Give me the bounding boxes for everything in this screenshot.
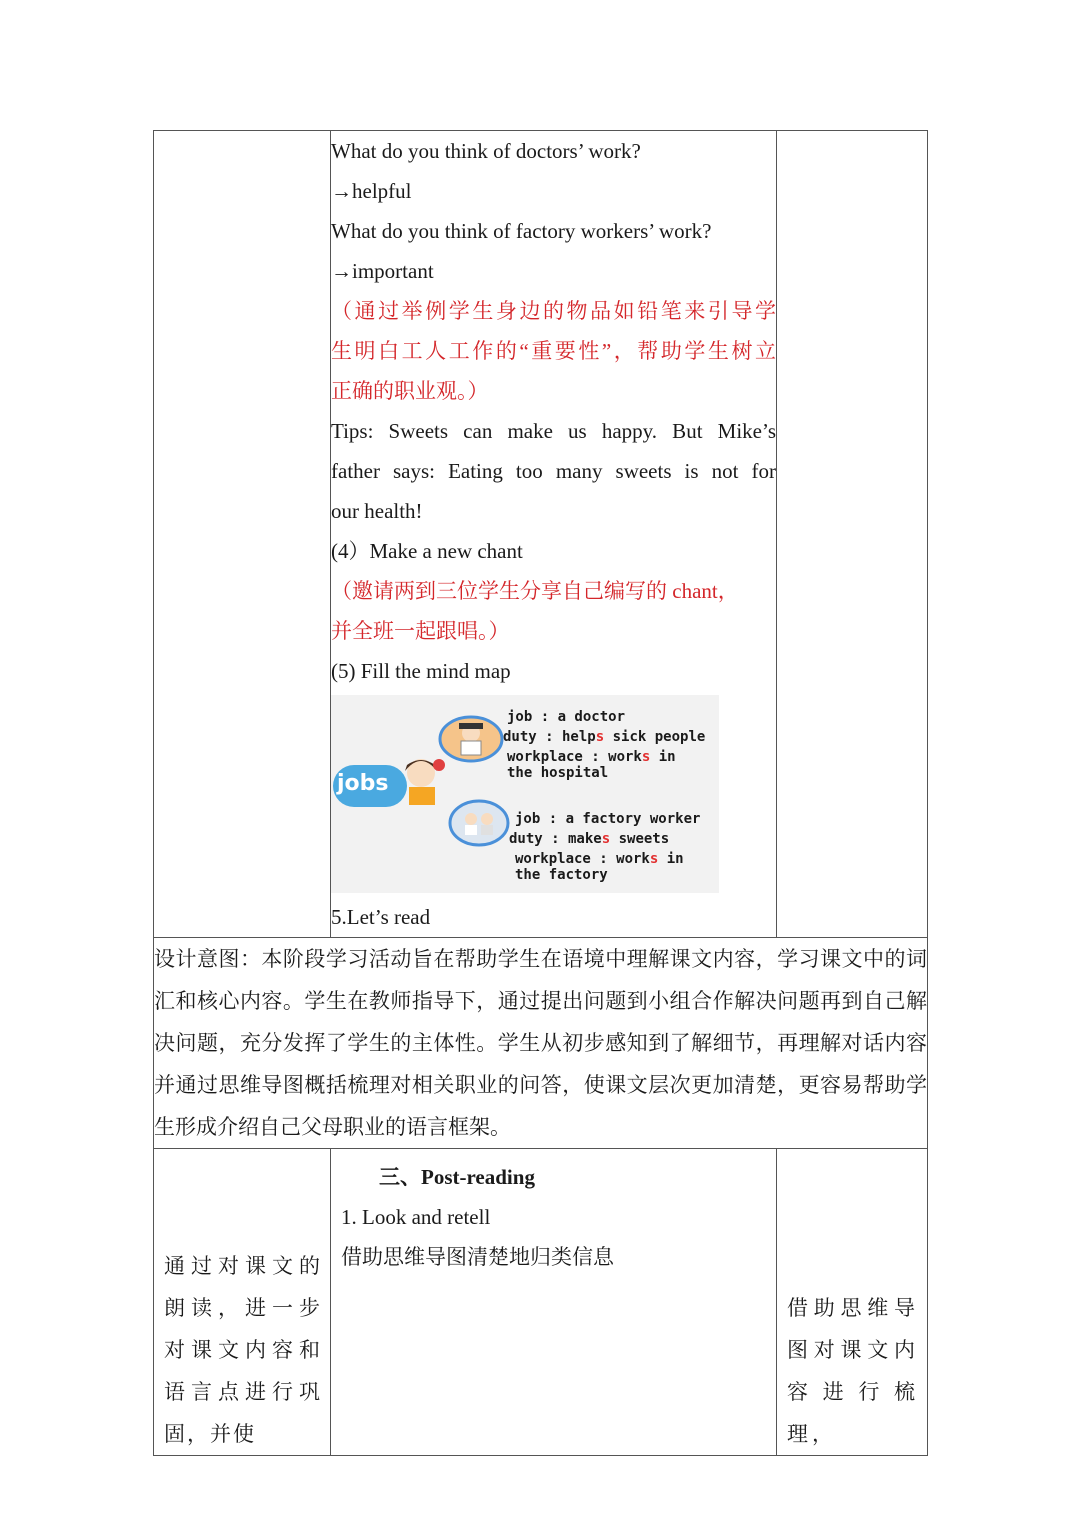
answer-helpful: →helpful: [331, 179, 412, 203]
step-5-heading: (5) Fill the mind map: [331, 659, 511, 683]
post-reading-heading: 三、Post-reading: [379, 1165, 535, 1189]
upper-row: [154, 131, 928, 938]
worker-workplace-s: s: [649, 851, 659, 867]
upper-left-cell: [154, 131, 331, 938]
design-intent-cell: 设计意图：本阶段学习活动旨在帮助学生在语境中理解课文内容，学习课文中的词汇和核心内容。学生在教师指导下，通过提出问题到小组合作解决问题再到自己解决问题，充分发挥了学生的主体性。学生从初步感知到了解细节，再理解对话内容并通过思维导图概括梳理对相关职业的问答，使课文层次更加清楚，更容易帮助学生形成介绍自己父母职业的语言框架。: [154, 938, 928, 1149]
doctor-job: job : a doctor: [507, 709, 626, 725]
teaching-note-1-line2: 生明白工人工作的“重要性”，帮助学生树立: [331, 339, 776, 363]
question-doctors: What do you think of doctors’ work?: [331, 139, 641, 163]
doctor-workplace-s: s: [641, 749, 651, 765]
tips-line2: father says: Eating too many sweets is not for: [331, 459, 776, 483]
teaching-note-1-line3: 正确的职业观。）: [331, 379, 489, 403]
factory-icon: [450, 801, 508, 845]
post-reading-row: [154, 1149, 928, 1456]
doctor-duty-prefix: duty : help: [503, 729, 596, 745]
worker-duty-s: s: [601, 831, 611, 847]
look-and-retell-desc: 借助思维导图清楚地归类信息: [341, 1245, 614, 1269]
worker-duty: [509, 829, 669, 849]
upper-right-cell: [777, 131, 928, 938]
worker-workplace-line2: the factory: [515, 867, 608, 883]
upper-content-cell: [331, 131, 777, 938]
teaching-note-1-line1: （通过举例学生身边的物品如铅笔来引导学: [331, 299, 776, 323]
doctor-workplace-line2: the hospital: [507, 765, 609, 781]
jobs-label: jobs: [337, 771, 389, 796]
doctor-icon: [440, 717, 502, 761]
look-and-retell-item: 1. Look and retell: [341, 1205, 491, 1229]
teaching-note-2-line2: 并全班一起跟唱。）: [331, 619, 510, 643]
doctor-workplace-suffix: in: [650, 749, 676, 765]
question-workers: What do you think of factory workers’ work?: [331, 219, 712, 243]
lets-read-heading: 5.Let’s read: [331, 905, 431, 929]
worker-workplace-prefix: workplace : work: [515, 851, 650, 867]
post-reading-left-cell: [154, 1149, 331, 1456]
lesson-plan-table: [153, 130, 928, 1456]
post-reading-right-cell: [777, 1149, 928, 1456]
post-reading-method: 借助思维导图对课文内容进行梳理，: [787, 1296, 919, 1446]
girl-icon: [405, 759, 445, 805]
step-4-heading: (4）Make a new chant: [331, 539, 523, 563]
doctor-workplace-prefix: workplace : work: [507, 749, 642, 765]
teaching-note-2-line1: （邀请两到三位学生分享自己编写的 chant，: [331, 579, 739, 603]
tips-line1: Tips: Sweets can make us happy. But Mike’s: [331, 419, 776, 443]
worker-duty-prefix: duty : make: [509, 831, 602, 847]
doctor-duty-suffix: sick people: [604, 729, 706, 745]
worker-job: job : a factory worker: [515, 811, 701, 827]
doctor-duty-s: s: [595, 729, 605, 745]
doctor-duty: [503, 727, 705, 747]
answer-important: →important: [331, 259, 434, 283]
mind-map-image: [331, 695, 719, 893]
worker-duty-suffix: sweets: [610, 831, 670, 847]
tips-line3: our health!: [331, 499, 423, 523]
post-reading-content-cell: [331, 1149, 777, 1456]
post-reading-purpose: 通过对课文的朗读，进一步对课文内容和语言点进行巩固，并使: [164, 1254, 322, 1446]
design-row: [154, 938, 928, 1149]
worker-workplace-suffix: in: [658, 851, 684, 867]
